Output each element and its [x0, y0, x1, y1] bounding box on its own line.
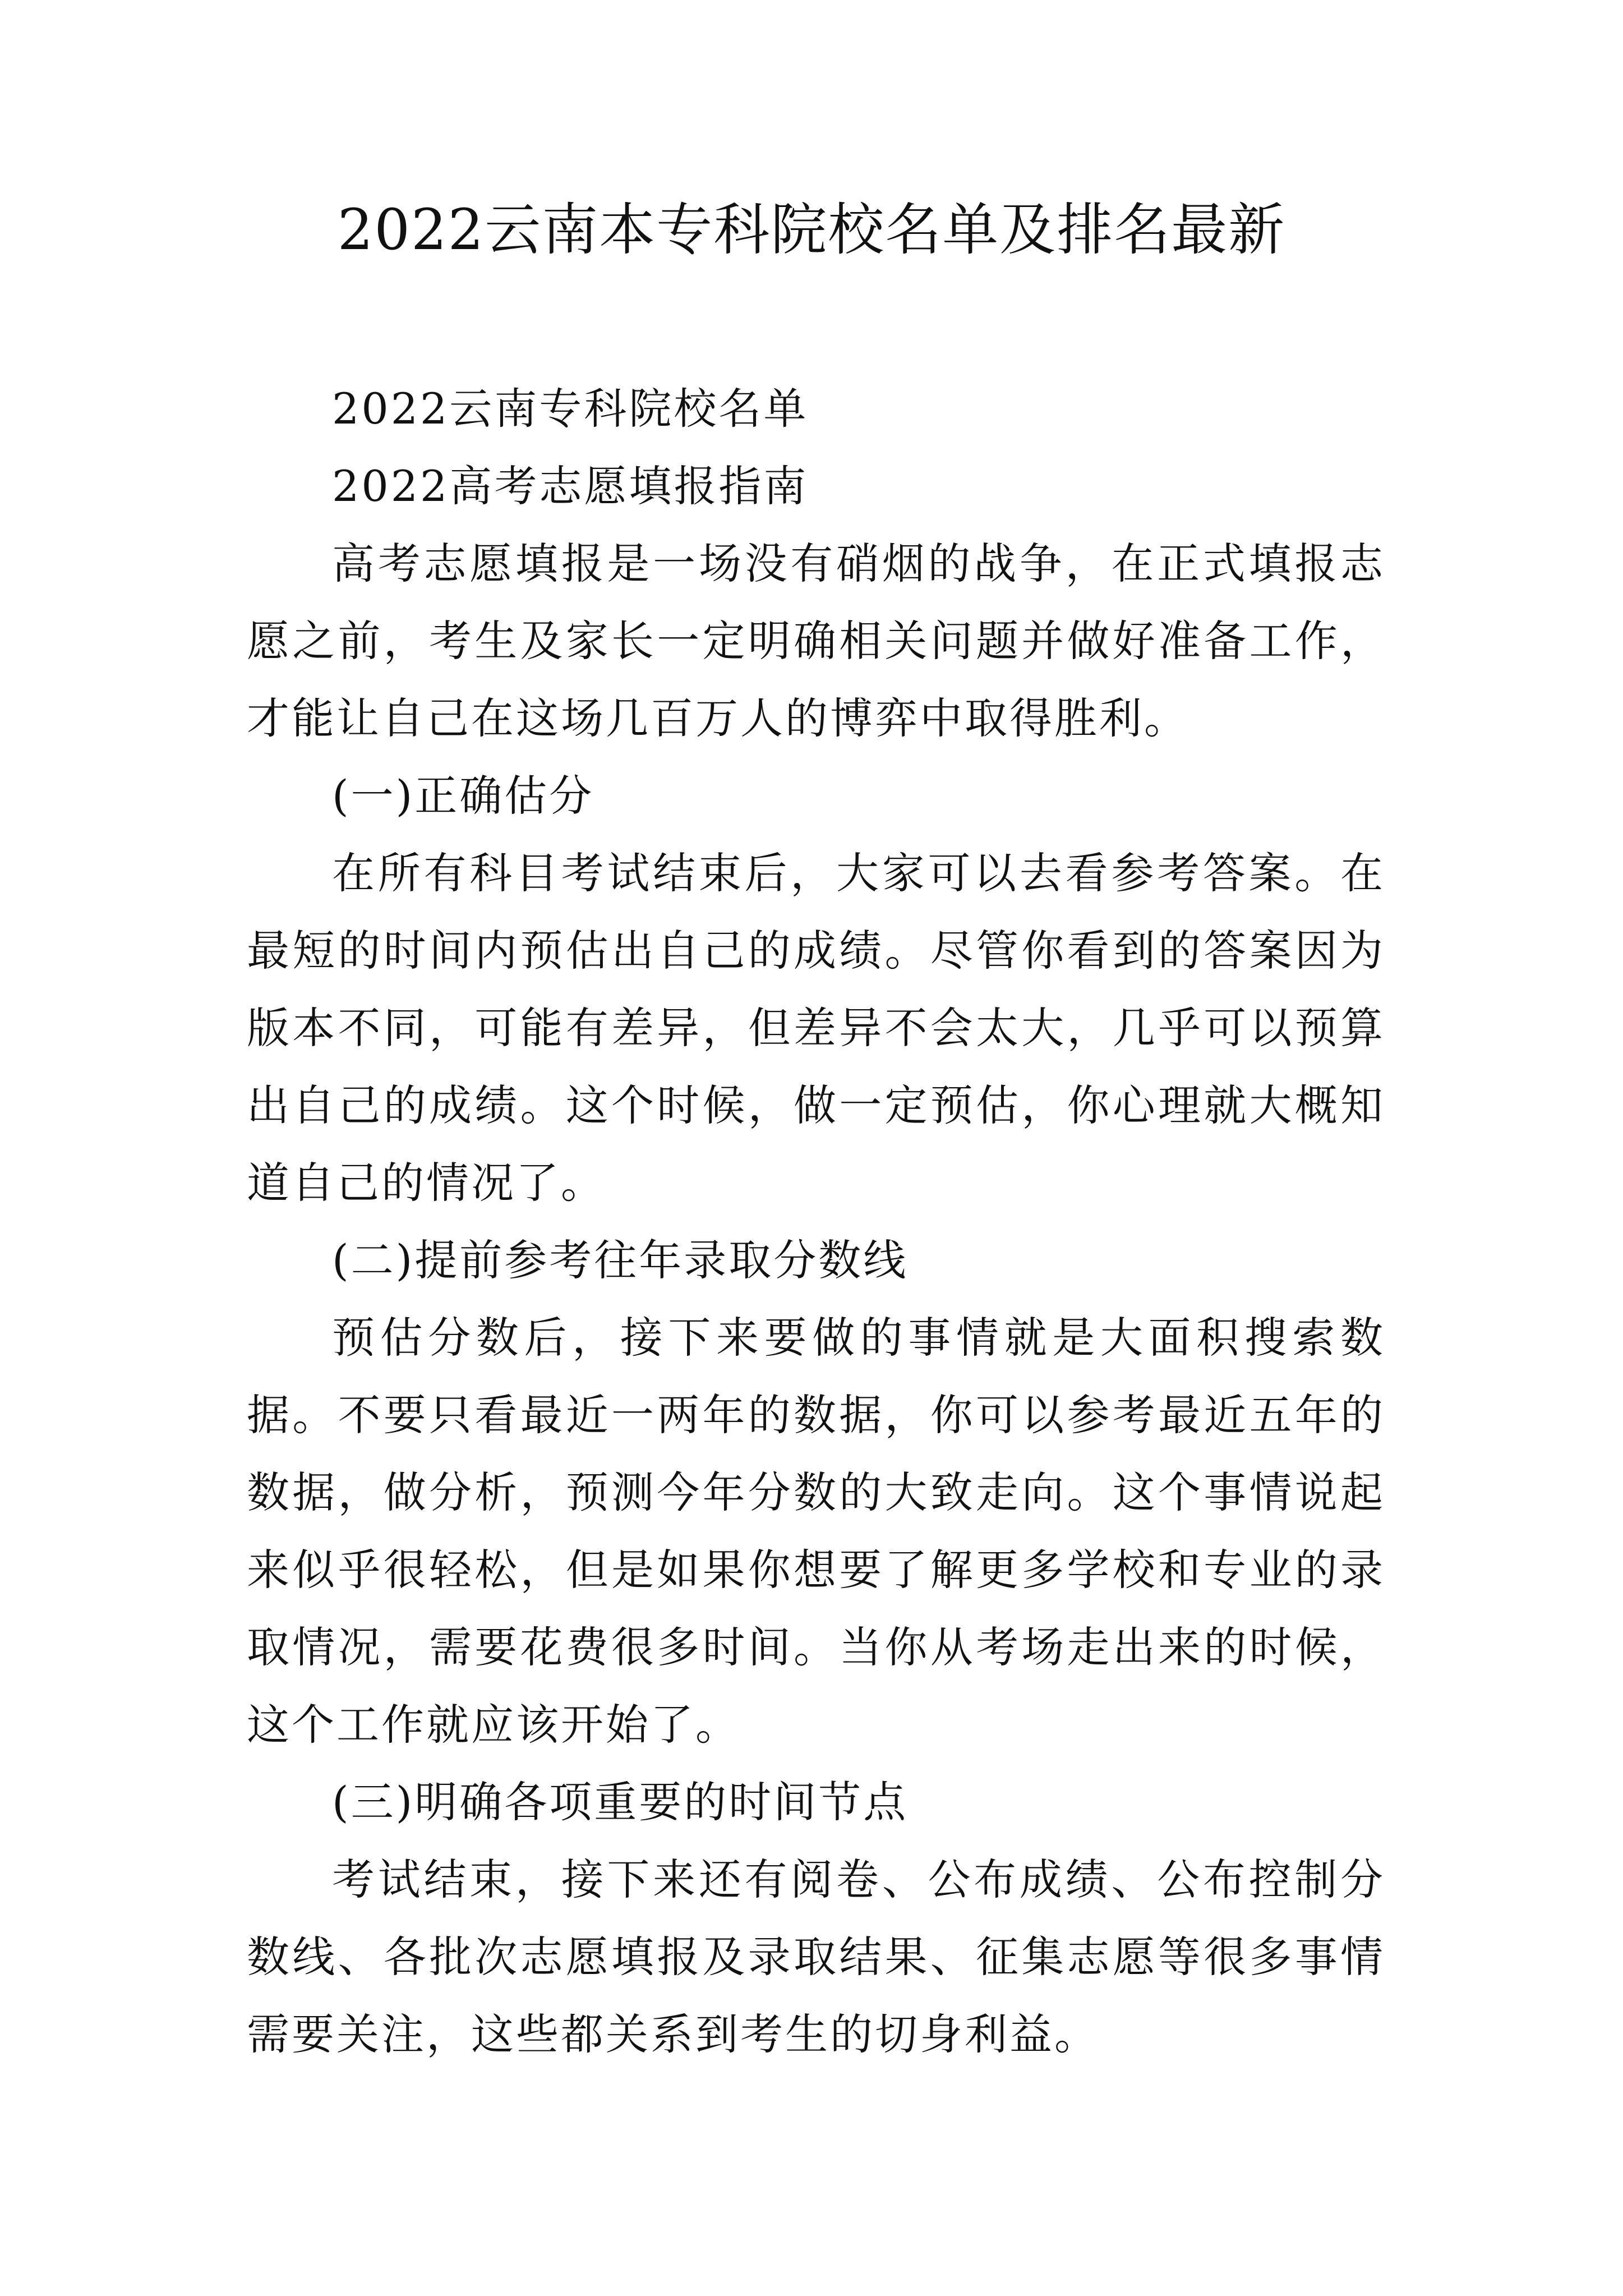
paragraph-guide-heading: 2022高考志愿填报指南: [332, 461, 809, 511]
section-heading-3: (三)明确各项重要的时间节点: [332, 1777, 909, 1827]
paragraph-section-2: 预估分数后，接下来要做的事情就是大面积搜索数据。不要只看最近一两年的数据，你可以参考最近五年的数据，做分析，预测今年分数的大致走向。这个事情说起来似乎很轻松，但是如果你想要了解更多学校和专业的录取情况，需要花费很多时间。当你从考场走出来的时候，这个工作就应该开始了。: [247, 1313, 1385, 1750]
section-heading-2: (二)提前参考往年录取分数线: [332, 1235, 909, 1285]
paragraph-section-3: 考试结束，接下来还有阅卷、公布成绩、公布控制分数线、各批次志愿填报及录取结果、征集志愿等很多事情需要关注，这些都关系到考生的切身利益。: [247, 1855, 1385, 2059]
paragraph-intro: 高考志愿填报是一场没有硝烟的战争，在正式填报志愿之前，考生及家长一定明确相关问题并做好准备工作，才能让自己在这场几百万人的博弈中取得胜利。: [247, 539, 1385, 743]
paragraph-list-heading: 2022云南专科院校名单: [332, 384, 809, 434]
document-body: [247, 370, 1385, 2073]
section-heading-1: (一)正确估分: [332, 771, 594, 821]
paragraph-section-1: 在所有科目考试结束后，大家可以去看参考答案。在最短的时间内预估出自己的成绩。尽管你看到的答案因为版本不同，可能有差异，但差异不会太大，几乎可以预算出自己的成绩。这个时候，做一定预估，你心理就大概知道自己的情况了。: [247, 848, 1385, 1208]
document-title: 2022云南本专科院校名单及排名最新: [337, 197, 1286, 263]
